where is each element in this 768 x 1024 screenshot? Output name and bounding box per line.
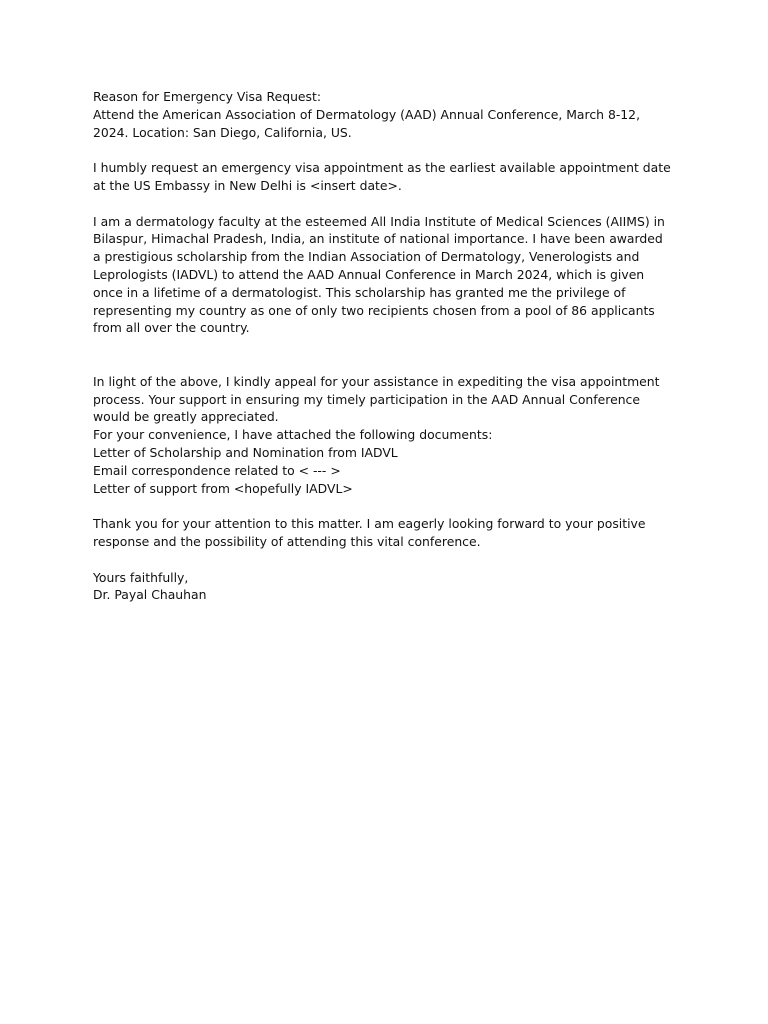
reason-section (93, 88, 683, 141)
reason-heading: Reason for Emergency Visa Request: (93, 89, 322, 104)
background-line: representing my country as one of only two recipients chosen from a pool of 86 applicants (93, 302, 655, 318)
paragraph-spacer (93, 551, 683, 569)
background-line: from all over the country. (93, 320, 250, 336)
letter-body (93, 88, 683, 604)
reason-line: 2024. Location: San Diego, California, US. (93, 124, 352, 140)
appeal-line: would be greatly appreciated. (93, 409, 279, 425)
request-paragraph (93, 159, 683, 195)
attachment-item: Letter of support from <hopefully IADVL> (93, 480, 353, 496)
request-line: I humbly request an emergency visa appointment as the earliest available appointment date (93, 160, 671, 176)
attachment-item: Email correspondence related to < --- > (93, 462, 341, 478)
paragraph-spacer (93, 337, 683, 373)
background-paragraph (93, 213, 683, 338)
background-line: I am a dermatology faculty at the esteemed All India Institute of Medical Sciences (AIIMS) in (93, 213, 665, 229)
request-line: at the US Embassy in New Delhi is <insert date>. (93, 177, 402, 193)
background-line: Leprologists (IADVL) to attend the AAD Annual Conference in March 2024, which is given (93, 266, 645, 282)
appeal-paragraph (93, 373, 683, 426)
paragraph-spacer (93, 195, 683, 213)
reason-line: Attend the American Association of Dermatology (AAD) Annual Conference, March 8-12, (93, 106, 641, 122)
attachment-item: Letter of Scholarship and Nomination from IADVL (93, 444, 398, 460)
background-line: a prestigious scholarship from the Indian Association of Dermatology, Venerologists and (93, 249, 640, 265)
signature-block (93, 569, 683, 605)
appeal-line: process. Your support in ensuring my timely participation in the AAD Annual Conference (93, 391, 640, 407)
signature-name: Dr. Payal Chauhan (93, 587, 207, 603)
paragraph-spacer (93, 497, 683, 515)
closing-line: response and the possibility of attending this vital conference. (93, 533, 481, 549)
attachments-intro: For your convenience, I have attached the following documents: (93, 427, 493, 443)
background-line: Bilaspur, Himachal Pradesh, India, an institute of national importance. I have been awarded (93, 231, 663, 247)
signoff-text: Yours faithfully, (93, 569, 189, 585)
attachments-section (93, 426, 683, 497)
appeal-line: In light of the above, I kindly appeal for your assistance in expediting the visa appointment (93, 373, 660, 389)
closing-paragraph (93, 515, 683, 551)
paragraph-spacer (93, 141, 683, 159)
background-line: once in a lifetime of a dermatologist. This scholarship has granted me the privilege of (93, 284, 626, 300)
closing-line: Thank you for your attention to this matter. I am eagerly looking forward to your positive (93, 516, 646, 532)
